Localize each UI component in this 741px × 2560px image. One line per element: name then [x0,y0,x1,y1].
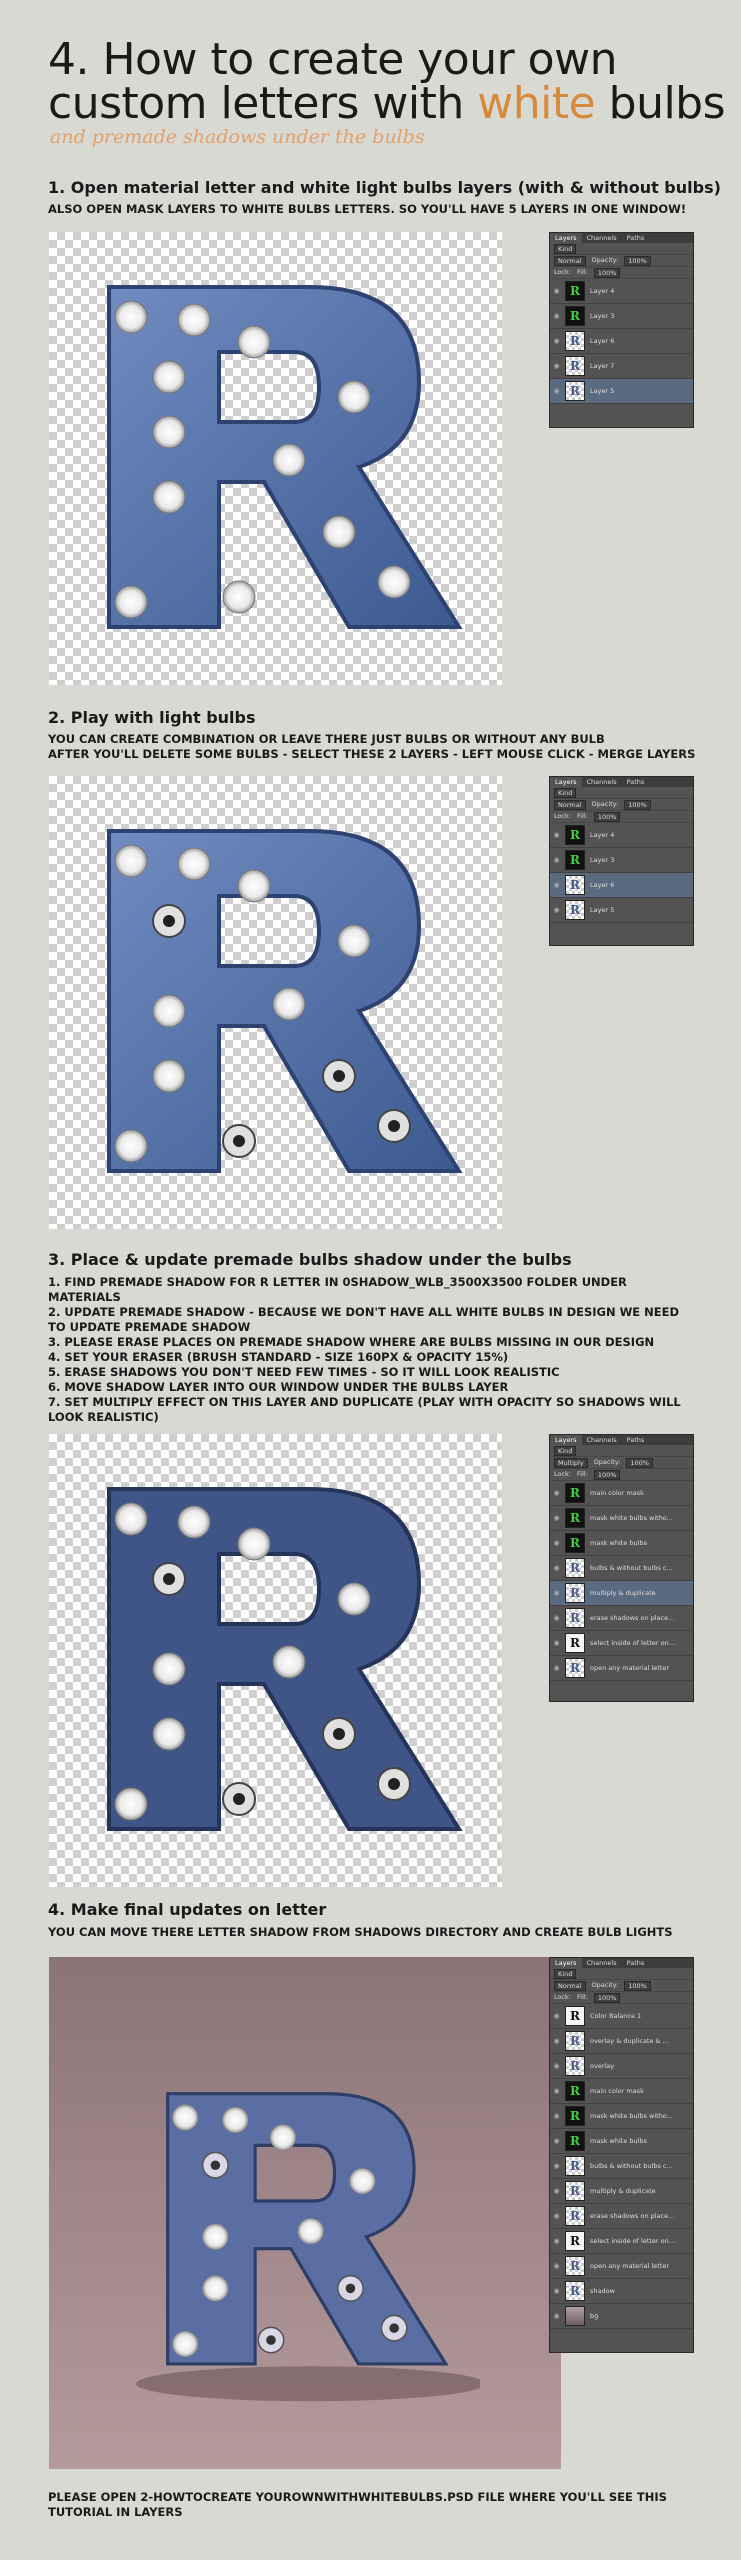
title-highlight: white [477,78,596,129]
section-3-title: 3. Place & update premade bulbs shadow under the bulbs [48,1250,572,1269]
layer-thumbnail: R [565,2231,585,2251]
layer-name: open any material letter [590,2262,670,2270]
visibility-eye-icon[interactable]: ◉ [553,2137,560,2145]
panel-2-tab-layers[interactable]: Layers [550,777,582,787]
layer-row[interactable] [550,1631,693,1656]
panel-3-fill-label: Fill: [577,1470,588,1478]
panel-1-kind-select[interactable]: Kind [554,244,576,254]
layer-name: Layer 6 [590,881,615,889]
visibility-eye-icon[interactable]: ◉ [553,1589,560,1597]
layers-panel-2[interactable] [549,776,694,946]
layer-thumbnail: R [565,306,585,326]
title-line-1: 4. How to create your own [48,34,617,85]
layer-row[interactable] [550,898,693,923]
panel-1-opacity-value[interactable]: 100% [624,256,651,266]
layer-thumbnail: R [565,1533,585,1553]
visibility-eye-icon[interactable]: ◉ [553,1564,560,1572]
layer-thumbnail: R [565,2056,585,2076]
panel-1-blend-select[interactable]: Normal [554,256,586,266]
page-title [48,34,726,129]
layer-name: main color mask [590,2087,644,2095]
layer-row[interactable] [550,2054,693,2079]
layer-row[interactable] [550,1531,693,1556]
section-1-text [48,202,698,217]
visibility-eye-icon[interactable]: ◉ [553,387,560,395]
letter-r-image-3 [49,1434,502,1887]
visibility-eye-icon[interactable]: ◉ [553,881,560,889]
layer-name: Layer 3 [590,312,615,320]
visibility-eye-icon[interactable]: ◉ [553,831,560,839]
panel-4-tab-channels[interactable]: Channels [586,1959,617,1967]
layer-row[interactable] [550,2254,693,2279]
section-2-title: 2. Play with light bulbs [48,708,256,727]
layer-name: select inside of letter on... [590,2237,675,2245]
layer-thumbnail: R [565,281,585,301]
layer-row[interactable] [550,304,693,329]
layer-thumbnail: R [565,900,585,920]
layer-thumbnail: R [565,2006,585,2026]
subtitle: and premade shadows under the bulbs [50,126,425,148]
layer-name: overlay [590,2062,615,2070]
panel-3-tab-layers[interactable]: Layers [550,1435,582,1445]
layer-name: mask white bulbs [590,1539,647,1547]
section-4-title: 4. Make final updates on letter [48,1900,327,1919]
panel-2-tab-channels[interactable]: Channels [586,778,617,786]
visibility-eye-icon[interactable]: ◉ [553,1639,560,1647]
panel-1-tab-layers[interactable]: Layers [550,233,582,243]
panel-3-opacity-label: Opacity: [593,1458,621,1466]
section-2-text [48,732,698,762]
layer-row[interactable] [550,2279,693,2304]
layer-row[interactable] [550,1481,693,1506]
panel-4-fill-label: Fill: [577,1993,588,2001]
panel-4-tab-paths[interactable]: Paths [626,1959,645,1967]
layer-name: Layer 6 [590,337,615,345]
section-3-line-3: 3. PLEASE ERASE PLACES ON PREMADE SHADOW WHERE ARE BULBS MISSING IN OUR DESIGN [48,1335,655,1349]
layer-name: bulbs & without bulbs c... [590,2162,673,2170]
layer-name: select inside of letter on... [590,1639,675,1647]
panel-2-fill-label: Fill: [577,812,588,820]
layer-thumbnail: R [565,1483,585,1503]
section-2-line-2: AFTER YOU'LL DELETE SOME BULBS - SELECT THESE 2 LAYERS - LEFT MOUSE CLICK - MERGE LAYERS [48,747,696,761]
visibility-eye-icon[interactable]: ◉ [553,1664,560,1672]
visibility-eye-icon[interactable]: ◉ [553,2037,560,2045]
panel-1-tab-channels[interactable]: Channels [586,234,617,242]
layer-name: erase shadows on place... [590,2212,675,2220]
layer-row[interactable] [550,379,693,404]
layer-row[interactable] [550,1556,693,1581]
layer-thumbnail: R [565,2131,585,2151]
panel-2-fill-value[interactable]: 100% [594,812,621,822]
layer-thumbnail: R [565,2156,585,2176]
layer-thumbnail: R [565,1633,585,1653]
visibility-eye-icon[interactable]: ◉ [553,2187,560,2195]
layer-row[interactable] [550,2004,693,2029]
title-line-2-post: bulbs [595,78,726,129]
layer-thumbnail: R [565,2106,585,2126]
panel-2-tab-paths[interactable]: Paths [626,778,645,786]
layer-name: Layer 4 [590,287,615,295]
section-3-line-4: 4. SET YOUR ERASER (BRUSH STANDARD - SIZE 160PX & OPACITY 15%) [48,1350,509,1364]
layer-thumbnail: R [565,1583,585,1603]
layer-row[interactable] [550,2304,693,2329]
visibility-eye-icon[interactable]: ◉ [553,1539,560,1547]
layer-name: mask white bulbs witho... [590,1514,673,1522]
layer-row[interactable] [550,329,693,354]
layer-row[interactable] [550,354,693,379]
visibility-eye-icon[interactable]: ◉ [553,2112,560,2120]
layer-name: overlay & duplicate & ... [590,2037,669,2045]
section-1-title: 1. Open material letter and white light bulbs layers (with & without bulbs) [48,178,721,197]
visibility-eye-icon[interactable]: ◉ [553,906,560,914]
layer-row[interactable] [550,823,693,848]
visibility-eye-icon[interactable]: ◉ [553,2262,560,2270]
section-1-line-1: ALSO OPEN MASK LAYERS TO WHITE BULBS LETTERS. SO YOU'LL HAVE 5 LAYERS IN ONE WINDOW! [48,202,687,216]
letter-r-image-2 [49,776,502,1229]
layer-name: bulbs & without bulbs c... [590,1564,673,1572]
layer-name: main color mask [590,1489,644,1497]
visibility-eye-icon[interactable]: ◉ [553,337,560,345]
layer-name: Layer 5 [590,387,615,395]
layer-thumbnail: R [565,1508,585,1528]
layer-thumbnail: R [565,875,585,895]
layer-row[interactable] [550,1581,693,1606]
layer-name: shadow [590,2287,615,2295]
layer-row[interactable] [550,2229,693,2254]
panel-4-blend-select[interactable]: Normal [554,1981,586,1991]
layer-thumbnail: R [565,2206,585,2226]
panel-3-tab-paths[interactable]: Paths [626,1436,645,1444]
section-3-line-7: 7. SET MULTIPLY EFFECT ON THIS LAYER AND DUPLICATE (PLAY WITH OPACITY SO SHADOWS WILL LOOK REALISTIC) [48,1395,681,1424]
section-3-line-2: 2. UPDATE PREMADE SHADOW - BECAUSE WE DON'T HAVE ALL WHITE BULBS IN DESIGN WE NEED TO UPDATE PREMADE SHADOW [48,1305,680,1334]
panel-4-lock-label: Lock: [554,1993,572,2001]
layer-name: bg [590,2312,599,2320]
visibility-eye-icon[interactable]: ◉ [553,2287,560,2295]
visibility-eye-icon[interactable]: ◉ [553,1514,560,1522]
layer-thumbnail: R [565,2081,585,2101]
panel-2-kind-select[interactable]: Kind [554,788,576,798]
layer-name: mask white bulbs [590,2137,647,2145]
layer-thumbnail [565,2306,585,2326]
layer-row[interactable] [550,848,693,873]
panel-1-lock-label: Lock: [554,268,572,276]
visibility-eye-icon[interactable]: ◉ [553,2212,560,2220]
layer-row[interactable] [550,2079,693,2104]
panel-4-kind-select[interactable]: Kind [554,1969,576,1979]
panel-1-opacity-label: Opacity: [591,256,619,264]
panel-1-fill-label: Fill: [577,268,588,276]
panel-1-fill-value[interactable]: 100% [594,268,621,278]
panel-3-blend-select[interactable]: Multiply [554,1458,588,1468]
layer-thumbnail: R [565,825,585,845]
section-4-text [48,1925,698,1940]
layer-thumbnail: R [565,850,585,870]
visibility-eye-icon[interactable]: ◉ [553,2312,560,2320]
layer-name: Layer 7 [590,362,615,370]
layer-thumbnail: R [565,2256,585,2276]
section-2-line-1: YOU CAN CREATE COMBINATION OR LEAVE THERE JUST BULBS OR WITHOUT ANY BULB [48,732,605,746]
layers-panel-4[interactable] [549,1957,694,2353]
panel-4-opacity-label: Opacity: [591,1981,619,1989]
layer-thumbnail: R [565,2181,585,2201]
visibility-eye-icon[interactable]: ◉ [553,2087,560,2095]
layer-row[interactable] [550,1656,693,1681]
layer-thumbnail: R [565,356,585,376]
layer-name: multiply & duplicate [590,2187,656,2195]
visibility-eye-icon[interactable]: ◉ [553,312,560,320]
panel-3-fill-value[interactable]: 100% [594,1470,621,1480]
visibility-eye-icon[interactable]: ◉ [553,362,560,370]
visibility-eye-icon[interactable]: ◉ [553,1489,560,1497]
panel-3-lock-label: Lock: [554,1470,572,1478]
layer-row[interactable] [550,1606,693,1631]
layer-row[interactable] [550,2104,693,2129]
layer-row[interactable] [550,2204,693,2229]
layer-row[interactable] [550,1506,693,1531]
section-3-line-1: 1. FIND PREMADE SHADOW FOR R LETTER IN 0SHADOW_WLB_3500X3500 FOLDER UNDER MATERIALS [48,1275,627,1304]
visibility-eye-icon[interactable]: ◉ [553,287,560,295]
layer-row[interactable] [550,279,693,304]
section-3-line-5: 5. ERASE SHADOWS YOU DON'T NEED FEW TIMES - SO IT WILL LOOK REALISTIC [48,1365,560,1379]
layer-thumbnail: R [565,2031,585,2051]
layer-row[interactable] [550,2129,693,2154]
panel-1-tab-paths[interactable]: Paths [626,234,645,242]
panel-2-opacity-value[interactable]: 100% [624,800,651,810]
layer-row[interactable] [550,873,693,898]
panel-3-tab-channels[interactable]: Channels [586,1436,617,1444]
layers-panel-1[interactable] [549,232,694,428]
layer-name: mask white bulbs witho... [590,2112,673,2120]
visibility-eye-icon[interactable]: ◉ [553,856,560,864]
panel-2-opacity-label: Opacity: [591,800,619,808]
letter-r-final-image [120,2050,480,2410]
layer-thumbnail: R [565,1558,585,1578]
layer-row[interactable] [550,2154,693,2179]
layer-row[interactable] [550,2179,693,2204]
layer-name: multiply & duplicate [590,1589,656,1597]
layer-name: Color Balance 1 [590,2012,642,2020]
panel-2-blend-select[interactable]: Normal [554,800,586,810]
section-3-text [48,1275,698,1425]
footer-note: PLEASE OPEN 2-HOWTOCREATE YOUROWNWITHWHITEBULBS.PSD FILE WHERE YOU'LL SEE THIS TUTORIAL IN LAYERS [48,2490,667,2519]
panel-3-opacity-value[interactable]: 100% [626,1458,653,1468]
panel-4-tab-layers[interactable]: Layers [550,1958,582,1968]
layer-thumbnail: R [565,2281,585,2301]
visibility-eye-icon[interactable]: ◉ [553,2237,560,2245]
visibility-eye-icon[interactable]: ◉ [553,2062,560,2070]
panel-3-kind-select[interactable]: Kind [554,1446,576,1456]
panel-4-opacity-value[interactable]: 100% [624,1981,651,1991]
panel-2-lock-label: Lock: [554,812,572,820]
layer-name: Layer 5 [590,906,615,914]
layer-row[interactable] [550,2029,693,2054]
title-line-2-pre: custom letters with [48,78,478,129]
layer-thumbnail: R [565,331,585,351]
section-4-line-1: YOU CAN MOVE THERE LETTER SHADOW FROM SHADOWS DIRECTORY AND CREATE BULB LIGHTS [48,1925,673,1939]
layer-name: Layer 4 [590,831,615,839]
section-3-line-6: 6. MOVE SHADOW LAYER INTO OUR WINDOW UNDER THE BULBS LAYER [48,1380,509,1394]
layer-thumbnail: R [565,1608,585,1628]
layer-name: erase shadows on place... [590,1614,675,1622]
layer-name: Layer 3 [590,856,615,864]
visibility-eye-icon[interactable]: ◉ [553,2162,560,2170]
layers-panel-3[interactable] [549,1434,694,1702]
visibility-eye-icon[interactable]: ◉ [553,1614,560,1622]
letter-r-image-1 [49,232,502,685]
visibility-eye-icon[interactable]: ◉ [553,2012,560,2020]
layer-thumbnail: R [565,381,585,401]
layer-thumbnail: R [565,1658,585,1678]
panel-4-fill-value[interactable]: 100% [594,1993,621,2003]
layer-name: open any material letter [590,1664,670,1672]
